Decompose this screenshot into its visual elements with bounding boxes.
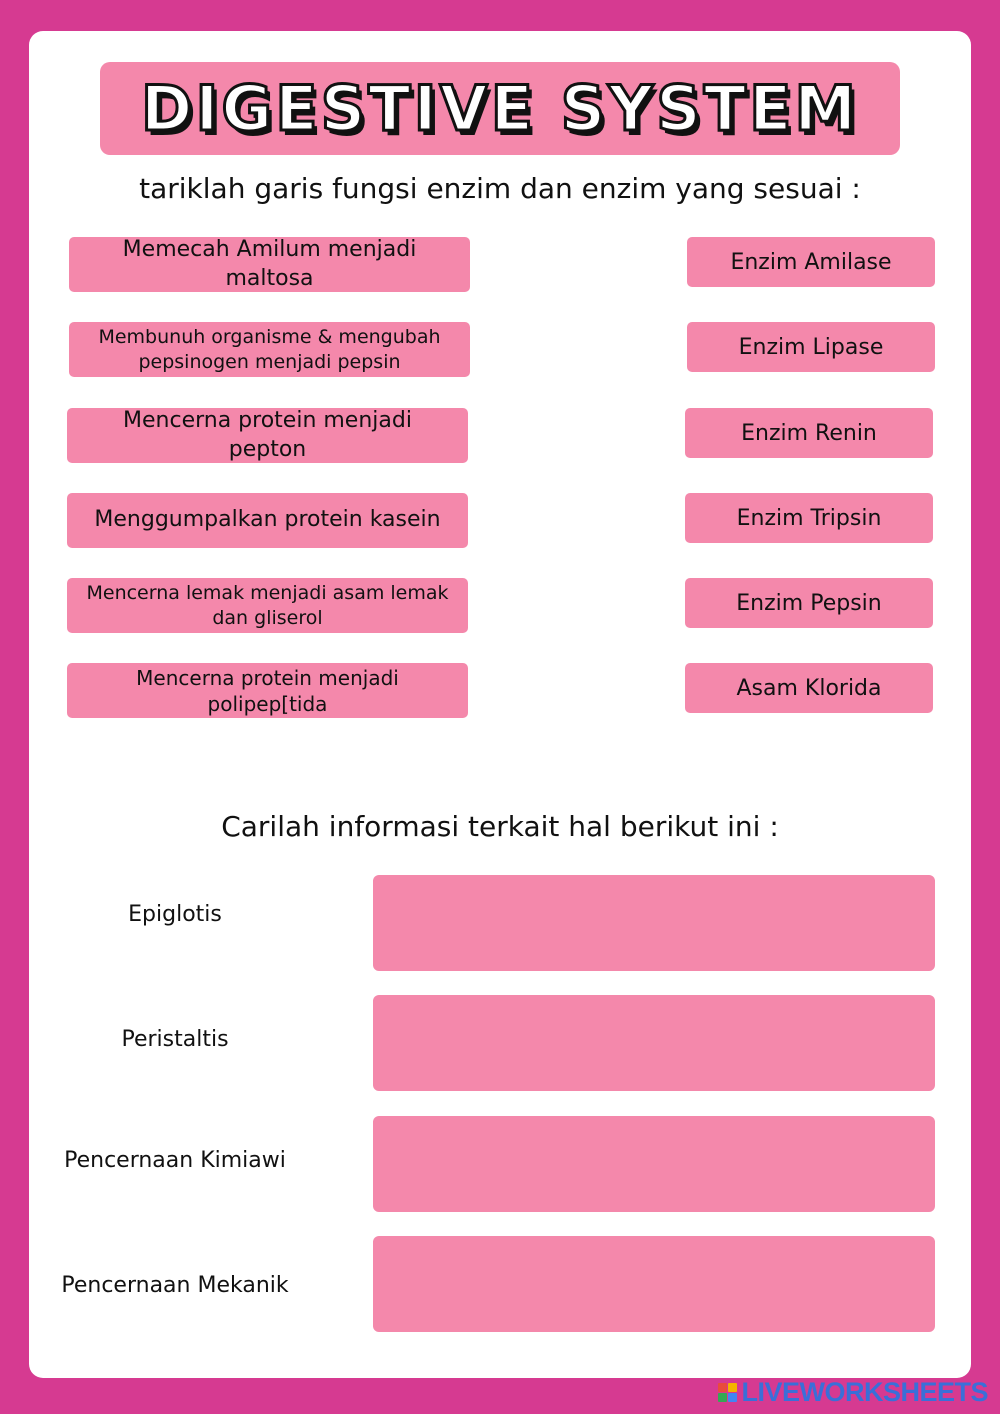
- function-box-6[interactable]: Mencerna protein menjadi polipep[tida: [67, 663, 468, 718]
- enzyme-box-renin[interactable]: Enzim Renin: [685, 408, 933, 458]
- liveworksheets-logo: [718, 1377, 988, 1408]
- title-banner: [100, 62, 900, 155]
- answer-field-epiglotis[interactable]: [373, 875, 935, 971]
- function-box-2[interactable]: Membunuh organisme & mengubah pepsinogen menjadi pepsin: [69, 322, 470, 377]
- function-box-1[interactable]: Memecah Amilum menjadi maltosa: [69, 237, 470, 292]
- term-label-pencernaan-kimiawi: Pencernaan Kimiawi: [64, 1148, 286, 1173]
- liveworksheets-logo-text: LIVEWORKSHEETS: [741, 1377, 988, 1407]
- info-instruction: Carilah informasi terkait hal berikut ini :: [221, 810, 779, 843]
- function-box-4[interactable]: Menggumpalkan protein kasein: [67, 493, 468, 548]
- answer-field-pencernaan-kimiawi[interactable]: [373, 1116, 935, 1212]
- enzyme-box-asam-klorida[interactable]: Asam Klorida: [685, 663, 933, 713]
- term-label-epiglotis: Epiglotis: [128, 902, 222, 927]
- matching-instruction: tariklah garis fungsi enzim dan enzim yang sesuai :: [139, 172, 861, 205]
- enzyme-box-pepsin[interactable]: Enzim Pepsin: [685, 578, 933, 628]
- answer-field-peristaltis[interactable]: [373, 995, 935, 1091]
- function-box-5[interactable]: Mencerna lemak menjadi asam lemak dan gliserol: [67, 578, 468, 633]
- term-label-peristaltis: Peristaltis: [121, 1027, 229, 1052]
- enzyme-box-tripsin[interactable]: Enzim Tripsin: [685, 493, 933, 543]
- function-box-3[interactable]: Mencerna protein menjadi pepton: [67, 408, 468, 463]
- term-label-pencernaan-mekanik: Pencernaan Mekanik: [61, 1273, 289, 1298]
- enzyme-box-lipase[interactable]: Enzim Lipase: [687, 322, 935, 372]
- liveworksheets-logo-icon: [718, 1383, 737, 1402]
- enzyme-box-amilase[interactable]: Enzim Amilase: [687, 237, 935, 287]
- answer-field-pencernaan-mekanik[interactable]: [373, 1236, 935, 1332]
- page-title: DIGESTIVE SYSTEM: [140, 71, 860, 145]
